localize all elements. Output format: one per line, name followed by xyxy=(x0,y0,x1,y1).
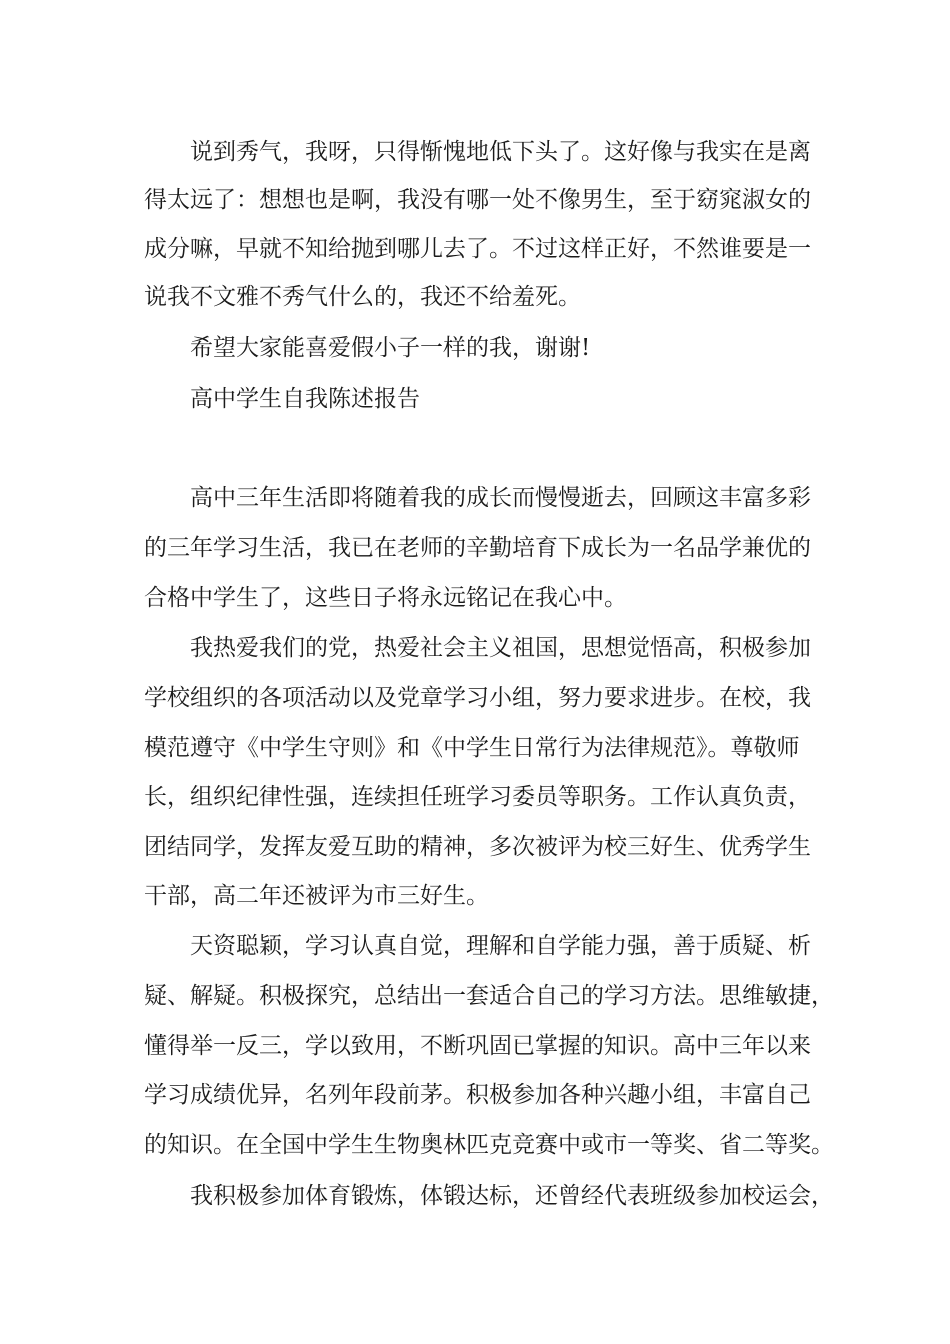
text-line: 团结同学，发挥友爱互助的精神，多次被评为校三好生、优秀学生 xyxy=(144,834,811,860)
text-line: 学校组织的各项活动以及党章学习小组，努力要求进步。在校，我 xyxy=(144,685,811,711)
text-line: 的三年学习生活，我已在老师的辛勤培育下成长为一名品学兼优的 xyxy=(144,535,811,561)
text-line: 得太远了：想想也是啊，我没有哪一处不像男生，至于窈窕淑女的 xyxy=(144,187,811,213)
section-title: 高中学生自我陈述报告 xyxy=(190,386,420,412)
text-line: 希望大家能喜爱假小子一样的我，谢谢! xyxy=(190,335,591,361)
text-line: 说我不文雅不秀气什么的，我还不给羞死。 xyxy=(144,284,581,310)
text-line: 模范遵守《中学生守则》和《中学生日常行为法律规范》。尊敬师 xyxy=(144,735,800,761)
text-line: 合格中学生了，这些日子将永远铭记在我心中。 xyxy=(144,585,627,611)
text-line: 成分嘛，早就不知给抛到哪儿去了。不过这样正好，不然谁要是一 xyxy=(144,236,811,262)
text-line: 干部，高二年还被评为市三好生。 xyxy=(144,883,489,909)
text-line: 疑、解疑。积极探究，总结出一套适合自己的学习方法。思维敏捷， xyxy=(144,983,834,1009)
text-line: 长，组织纪律性强，连续担任班学习委员等职务。工作认真负责， xyxy=(144,784,811,810)
text-line: 我热爱我们的党，热爱社会主义祖国，思想觉悟高，积极参加 xyxy=(190,635,811,661)
text-line: 懂得举一反三，学以致用，不断巩固已掌握的知识。高中三年以来 xyxy=(144,1033,811,1059)
text-line: 说到秀气，我呀，只得惭愧地低下头了。这好像与我实在是离 xyxy=(190,139,811,165)
text-line: 我积极参加体育锻炼，体锻达标，还曾经代表班级参加校运会， xyxy=(190,1183,834,1209)
text-line: 学习成绩优异，名列年段前茅。积极参加各种兴趣小组，丰富自己 xyxy=(144,1082,811,1108)
text-line: 高中三年生活即将随着我的成长而慢慢逝去，回顾这丰富多彩 xyxy=(190,485,811,511)
text-line: 天资聪颖，学习认真自觉，理解和自学能力强，善于质疑、析 xyxy=(190,933,811,959)
text-line: 的知识。在全国中学生生物奥林匹克竞赛中或市一等奖、省二等奖。 xyxy=(144,1132,834,1158)
